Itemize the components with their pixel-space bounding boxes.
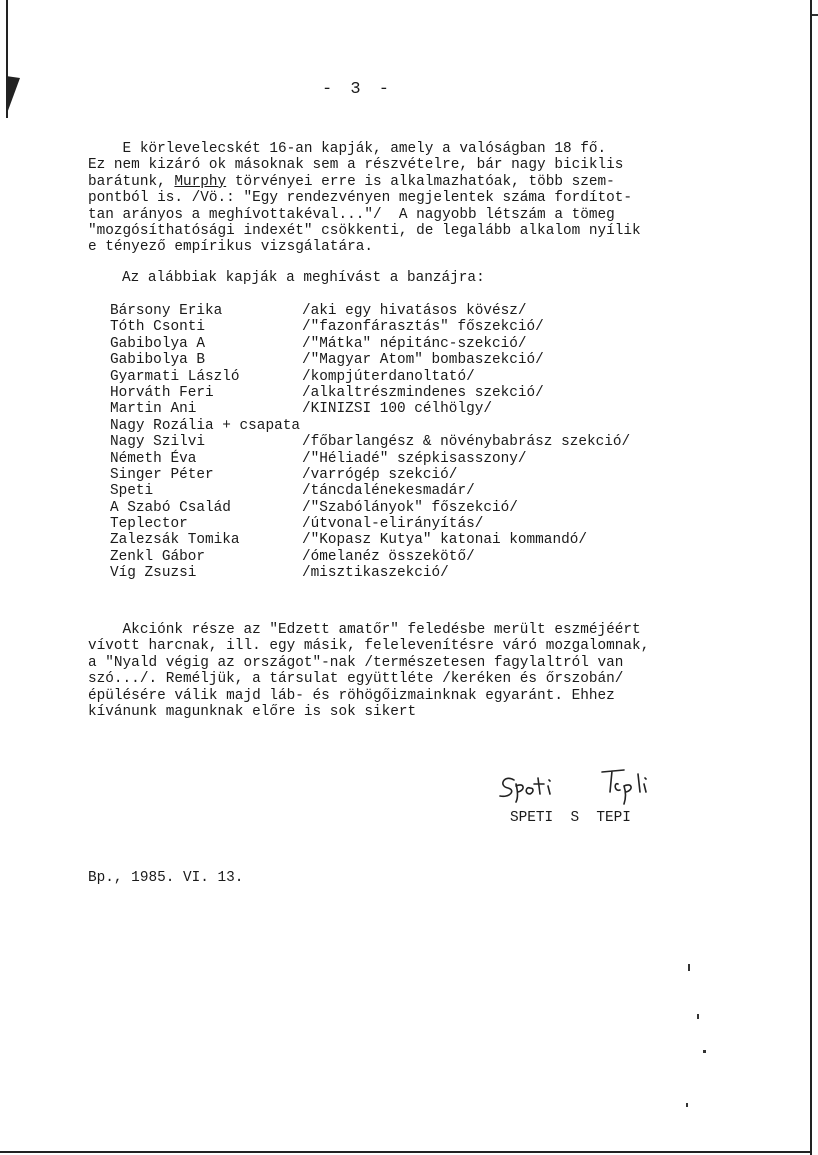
recipient-name: Nagy Rozália + csapata	[110, 417, 300, 434]
recipient-role: /misztikaszekció/	[302, 565, 449, 582]
closing-line-1: Akciónk része az "Edzett amatőr" feledésbe merült eszméjéért	[88, 622, 641, 638]
recipient-role: /"Kopasz Kutya" katonai kommandó/	[302, 532, 587, 549]
intro-line-5: tan arányos a meghívottakéval..."/ A nagyobb létszám a tömeg	[88, 206, 615, 223]
scan-edge-right	[810, 0, 812, 1155]
recipient-name: Víg Zsuzsi	[110, 565, 197, 582]
recipient-role: /"fazonfárasztás" főszekció/	[302, 319, 544, 336]
intro-line-2: Ez nem kizáró ok másoknak sem a részvételre, bár nagy biciklis	[88, 157, 624, 174]
recipient-name: Speti	[110, 483, 154, 500]
intro-line-6: "mozgósíthatósági indexét" csökkenti, de legalább alkalom nyílik	[88, 223, 641, 240]
signer-names: SPETI S TEPI	[510, 810, 631, 826]
recipient-name: Tóth Csonti	[110, 319, 205, 336]
recipient-name: Bársony Erika	[110, 303, 223, 319]
scan-speck	[812, 14, 818, 16]
recipient-name: Gabibolya A	[110, 335, 205, 352]
page-number: - 3 -	[322, 80, 394, 99]
intro-line-4: pontból is. /Vö.: "Egy rendezvényen megjelentek száma fordítot-	[88, 190, 633, 207]
closing-line-4: szó.../. Reméljük, a társulat együttléte /keréken és őrszobán/	[88, 671, 624, 688]
closing-line-2: vívott harcnak, ill. egy másik, felelevenítésre váró mozgalomnak,	[88, 638, 650, 655]
scan-corner-mark	[0, 76, 24, 122]
closing-line-3: a "Nyald végig az országot"-nak /természetesen fagylaltról van	[88, 654, 624, 671]
invite-heading: Az alábbiak kapják a meghívást a banzájra:	[122, 270, 485, 286]
recipient-role: /"Héliadé" szépkisasszony/	[302, 450, 527, 467]
recipient-name: Nagy Szilvi	[110, 434, 205, 451]
recipient-role: /ómelanéz összekötő/	[302, 548, 475, 565]
recipient-name: Németh Éva	[110, 450, 197, 467]
recipient-role: /főbarlangész & növénybabrász szekció/	[302, 434, 631, 451]
murphy-name: Murphy	[174, 173, 227, 190]
closing-line-6: kívánunk magunknak előre is sok sikert	[88, 704, 417, 721]
intro-line-1: E körlevelecskét 16-an kapják, amely a valóságban 18 fő.	[88, 141, 607, 157]
closing-paragraph	[88, 622, 748, 720]
scan-edge-bottom	[0, 1151, 812, 1153]
closing-line-5: épülésére válik majd láb- és röhögőizmainknak egyaránt. Ehhez	[88, 687, 615, 704]
intro-line-7: e tényező empírikus vizsgálatára.	[88, 239, 373, 256]
recipient-role: /táncdalénekesmadár/	[302, 483, 475, 500]
recipient-name: Martin Ani	[110, 401, 197, 418]
signature-block	[494, 762, 694, 832]
recipient-name: A Szabó Család	[110, 499, 231, 516]
handwritten-signatures	[494, 762, 694, 808]
recipient-role: /aki egy hivatásos kövész/	[302, 303, 527, 319]
recipient-name: Gabibolya B	[110, 352, 205, 369]
intro-line-3-rest: törvényei erre is alkalmazhatóak, több szem-	[226, 173, 615, 190]
recipient-name: Zenkl Gábor	[110, 548, 205, 565]
recipient-name: Singer Péter	[110, 466, 214, 483]
recipient-name: Zalezsák Tomika	[110, 532, 240, 549]
intro-line-3-start: barátunk,	[88, 173, 175, 190]
document-date: Bp., 1985. VI. 13.	[88, 870, 244, 886]
recipient-name: Teplector	[110, 516, 188, 533]
recipient-role: /útvonal-elirányítás/	[302, 516, 484, 533]
recipient-role: /"Mátka" népitánc-szekció/	[302, 335, 527, 352]
intro-paragraph	[88, 141, 748, 256]
recipient-name: Gyarmati László	[110, 368, 240, 385]
scan-speck	[686, 1103, 688, 1107]
scan-speck	[688, 964, 690, 971]
recipient-role: /kompjúterdanoltató/	[302, 368, 475, 385]
recipient-role: /varrógép szekció/	[302, 466, 458, 483]
recipient-role: /KINIZSI 100 célhölgy/	[302, 401, 492, 418]
recipient-role: /alkaltrészmindenes szekció/	[302, 384, 544, 401]
scan-speck	[697, 1014, 699, 1019]
scan-speck	[703, 1050, 706, 1053]
recipient-role: /"Magyar Atom" bombaszekció/	[302, 352, 544, 369]
recipient-role: /"Szabólányok" főszekció/	[302, 499, 518, 516]
recipient-name: Horváth Feri	[110, 384, 214, 401]
